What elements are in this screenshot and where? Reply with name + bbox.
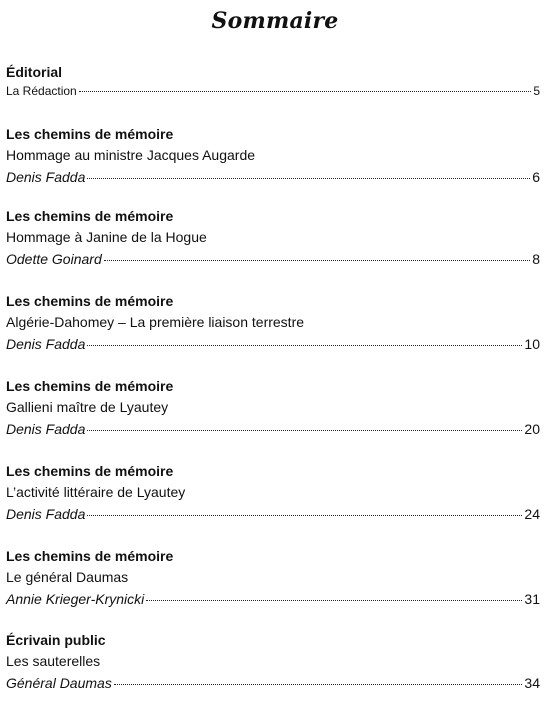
article-title: Les sauterelles: [6, 653, 101, 669]
author: Annie Krieger-Krynicki: [6, 591, 145, 607]
article-title: Algérie-Dahomey – La première liaison terrestre: [6, 314, 305, 330]
toc-line: [6, 672, 540, 694]
dot-leader: [104, 259, 530, 261]
section-heading: Écrivain public: [6, 632, 106, 648]
dot-leader: [146, 599, 522, 601]
dot-leader: [87, 429, 522, 431]
page-number: 31: [524, 591, 540, 607]
toc-line: [6, 588, 540, 610]
section-heading: Les chemins de mémoire: [6, 126, 174, 142]
dot-leader: [79, 90, 532, 92]
page-number: 5: [533, 84, 540, 98]
page-number: 34: [524, 675, 540, 691]
toc-entry: [6, 124, 540, 188]
toc-line: [6, 418, 540, 440]
toc-entry: [6, 546, 540, 610]
page-number: 8: [532, 251, 540, 267]
page-number: 6: [532, 169, 540, 185]
page-number: 20: [524, 421, 540, 437]
toc-entry: [6, 376, 540, 440]
toc-line: [6, 166, 540, 188]
section-heading: Les chemins de mémoire: [6, 548, 174, 564]
article-title: Gallieni maître de Lyautey: [6, 399, 169, 415]
page-title: Sommaire: [211, 8, 339, 34]
toc-line: [6, 82, 540, 100]
section-heading: Les chemins de mémoire: [6, 378, 174, 394]
section-heading: Les chemins de mémoire: [6, 208, 174, 224]
section-heading: Les chemins de mémoire: [6, 463, 174, 479]
article-title: Le général Daumas: [6, 569, 129, 585]
toc-entry: [6, 291, 540, 355]
toc-line: [6, 333, 540, 355]
article-title: L’activité littéraire de Lyautey: [6, 484, 186, 500]
author: Denis Fadda: [6, 336, 86, 352]
section-heading: Éditorial: [6, 64, 63, 80]
author: Denis Fadda: [6, 421, 86, 437]
dot-leader: [87, 344, 522, 346]
toc-line: [6, 248, 540, 270]
article-title: Hommage au ministre Jacques Augarde: [6, 147, 256, 163]
toc-entry-editorial: [6, 62, 540, 100]
article-title: Hommage à Janine de la Hogue: [6, 229, 207, 245]
dot-leader: [114, 683, 523, 685]
author: Odette Goinard: [6, 251, 102, 267]
toc-entry: [6, 461, 540, 525]
dot-leader: [87, 514, 522, 516]
page-number: 24: [524, 506, 540, 522]
page-number: 10: [524, 336, 540, 352]
toc-line: [6, 503, 540, 525]
dot-leader: [87, 177, 530, 179]
author: Général Daumas: [6, 675, 112, 691]
section-heading: Les chemins de mémoire: [6, 293, 174, 309]
author: La Rédaction: [6, 84, 77, 98]
author: Denis Fadda: [6, 169, 86, 185]
toc-entry: [6, 630, 540, 694]
author: Denis Fadda: [6, 506, 86, 522]
toc-entry: [6, 206, 540, 270]
